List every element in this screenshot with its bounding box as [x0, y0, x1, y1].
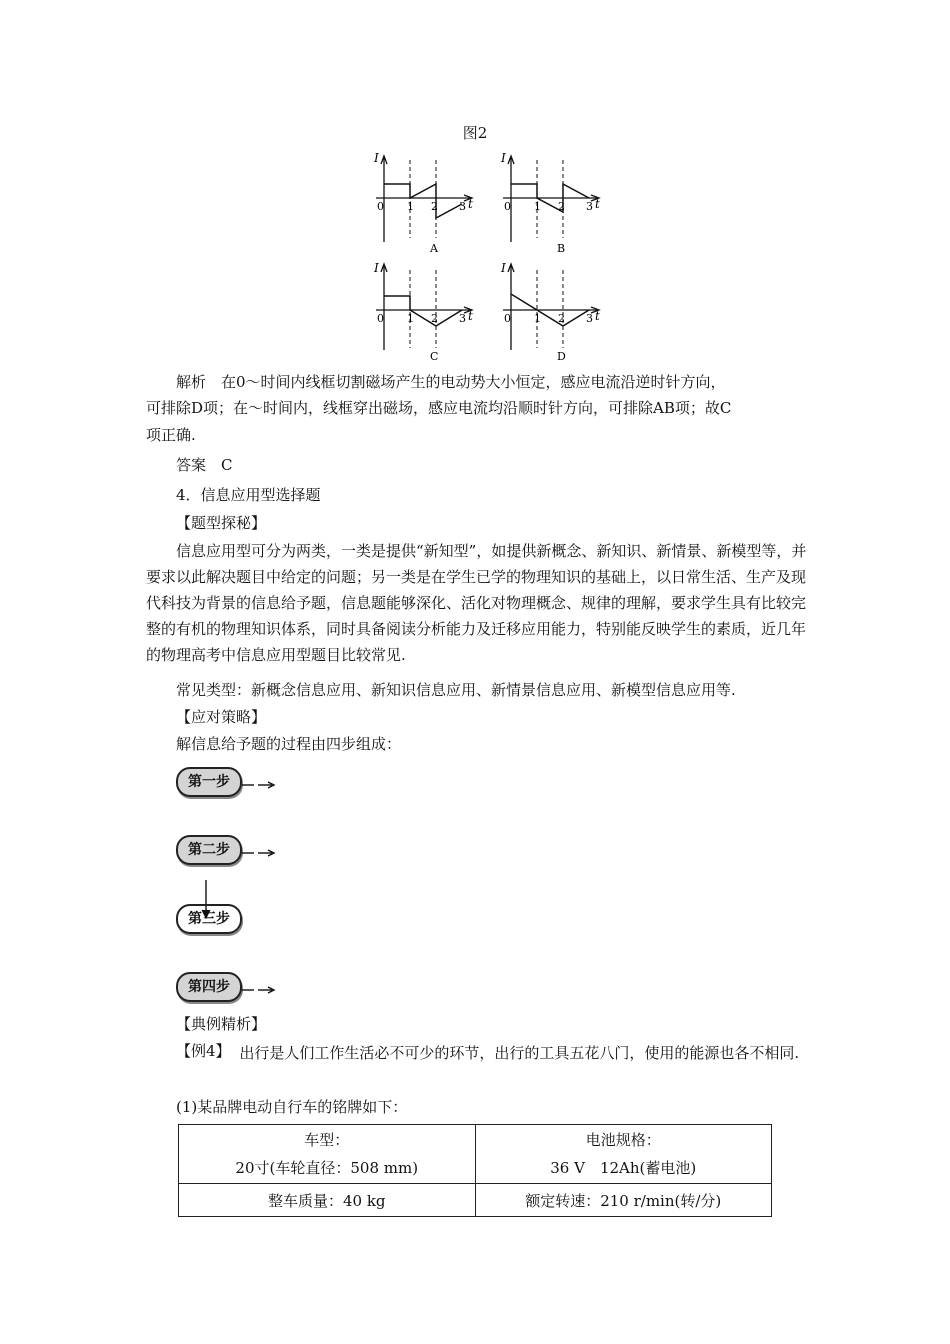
- steps-intro: 解信息给予题的过程由四步组成：: [176, 735, 402, 753]
- example-text: 出行是人们工作生活必不可少的环节，出行的工具五花八门，使用的能源也各不相同.: [239, 1044, 800, 1062]
- table-cell: 整车质量：40 kg: [179, 1184, 476, 1217]
- axes: [503, 264, 599, 350]
- tick-2: 2: [558, 200, 565, 213]
- arrow-right-icon: [242, 980, 282, 994]
- x-axis-label: t: [468, 197, 473, 211]
- tick-2: 2: [558, 312, 565, 325]
- answer: 答案 C: [176, 456, 233, 474]
- tick-3: 3: [459, 312, 466, 325]
- tick-1: 1: [534, 312, 541, 325]
- tick-2: 2: [431, 312, 438, 325]
- graph-label: C: [430, 350, 439, 363]
- graph-d: [497, 258, 607, 363]
- table-cell: 额定转速：210 r/min(转/分): [475, 1184, 772, 1217]
- arrow-right-icon: [242, 775, 282, 789]
- section-title: 4．信息应用型选择题: [176, 486, 321, 504]
- cell-value: 36 V 12Ah(蓄电池): [550, 1159, 697, 1177]
- axes: [376, 156, 472, 242]
- dashed-guides: [410, 160, 436, 238]
- table-cell: [179, 1125, 476, 1184]
- analysis-line-1: 解析 在0～时间内线框切割磁场产生的电动势大小恒定，感应电流沿逆时针方向，: [176, 373, 726, 391]
- dashed-guides: [410, 270, 436, 348]
- graph-a: [370, 150, 480, 255]
- y-axis-label: I: [374, 151, 379, 165]
- sub-question-1: (1)某品牌电动自行车的铭牌如下：: [176, 1098, 408, 1116]
- tick-3: 3: [586, 312, 593, 325]
- cell-value: 20寸(车轮直径：508 mm): [235, 1159, 419, 1177]
- step-badge: 第二步: [176, 835, 242, 865]
- common-types: 常见类型：新概念信息应用、新知识信息应用、新情景信息应用、新模型信息应用等.: [176, 681, 736, 699]
- analysis-line-2: 可排除D项；在～时间内，线框穿出磁场，感应电流均沿顺时针方向，可排除AB项；故C: [146, 399, 732, 417]
- tick-2: 2: [431, 200, 438, 213]
- current-curve: [384, 296, 462, 326]
- analysis-line-3: 项正确.: [146, 426, 196, 444]
- heading-strategy: 【应对策略】: [176, 708, 267, 726]
- dashed-guides: [537, 160, 563, 238]
- heading-explore: 【题型探秘】: [176, 514, 267, 532]
- tick-1: 1: [407, 200, 414, 213]
- example-label: 【例4】: [176, 1042, 231, 1060]
- intro-paragraph: 信息应用型可分为两类，一类是提供“新知型”，如提供新概念、新知识、新情景、新模型等，并要求以此解决题目中给定的问题；另一类是在学生已学的物理知识的基础上，以日常生活、生产及现代科技为背景的信息给予题，信息题能够深化、活化对物理概念、规律的理解，要求学生具有比较完整的有机的物理知识体系，同时具备阅读分析能力及迁移应用能力，特别能反映学生的素质，近几年的物理高考中信息应用型题目比较常见.: [146, 542, 807, 664]
- table-row: [179, 1125, 772, 1184]
- x-axis-label: t: [468, 309, 473, 323]
- step-badge: 第一步: [176, 767, 242, 797]
- graph-c: [370, 258, 480, 363]
- figure-caption: 图2: [462, 124, 488, 142]
- cell-label: 电池规格：: [585, 1131, 661, 1149]
- heading-example: 【典例精析】: [176, 1015, 267, 1033]
- table-cell: [475, 1125, 772, 1184]
- tick-0: 0: [377, 312, 384, 325]
- graph-label: B: [557, 242, 566, 255]
- spec-table: [178, 1124, 772, 1217]
- tick-1: 1: [407, 312, 414, 325]
- x-axis-label: t: [595, 197, 600, 211]
- y-axis-label: I: [501, 151, 506, 165]
- cell-label: 车型：: [304, 1131, 350, 1149]
- y-axis-label: I: [374, 261, 379, 275]
- x-axis-label: t: [595, 309, 600, 323]
- arrow-right-icon: [242, 843, 282, 857]
- tick-3: 3: [586, 200, 593, 213]
- tick-3: 3: [459, 200, 466, 213]
- y-axis-label: I: [501, 261, 506, 275]
- graph-label: A: [430, 242, 438, 255]
- tick-0: 0: [504, 312, 511, 325]
- example-line-1: [176, 1040, 829, 1066]
- dashed-guides: [537, 270, 563, 348]
- graph-label: D: [557, 350, 566, 363]
- graph-b: [497, 150, 607, 255]
- current-curve: [384, 184, 462, 218]
- step-badge: 第三步: [176, 904, 242, 934]
- axes: [503, 156, 599, 242]
- step-badge: 第四步: [176, 972, 242, 1002]
- axes: [376, 264, 472, 350]
- tick-1: 1: [534, 200, 541, 213]
- table-row: [179, 1184, 772, 1217]
- tick-0: 0: [504, 200, 511, 213]
- tick-0: 0: [377, 200, 384, 213]
